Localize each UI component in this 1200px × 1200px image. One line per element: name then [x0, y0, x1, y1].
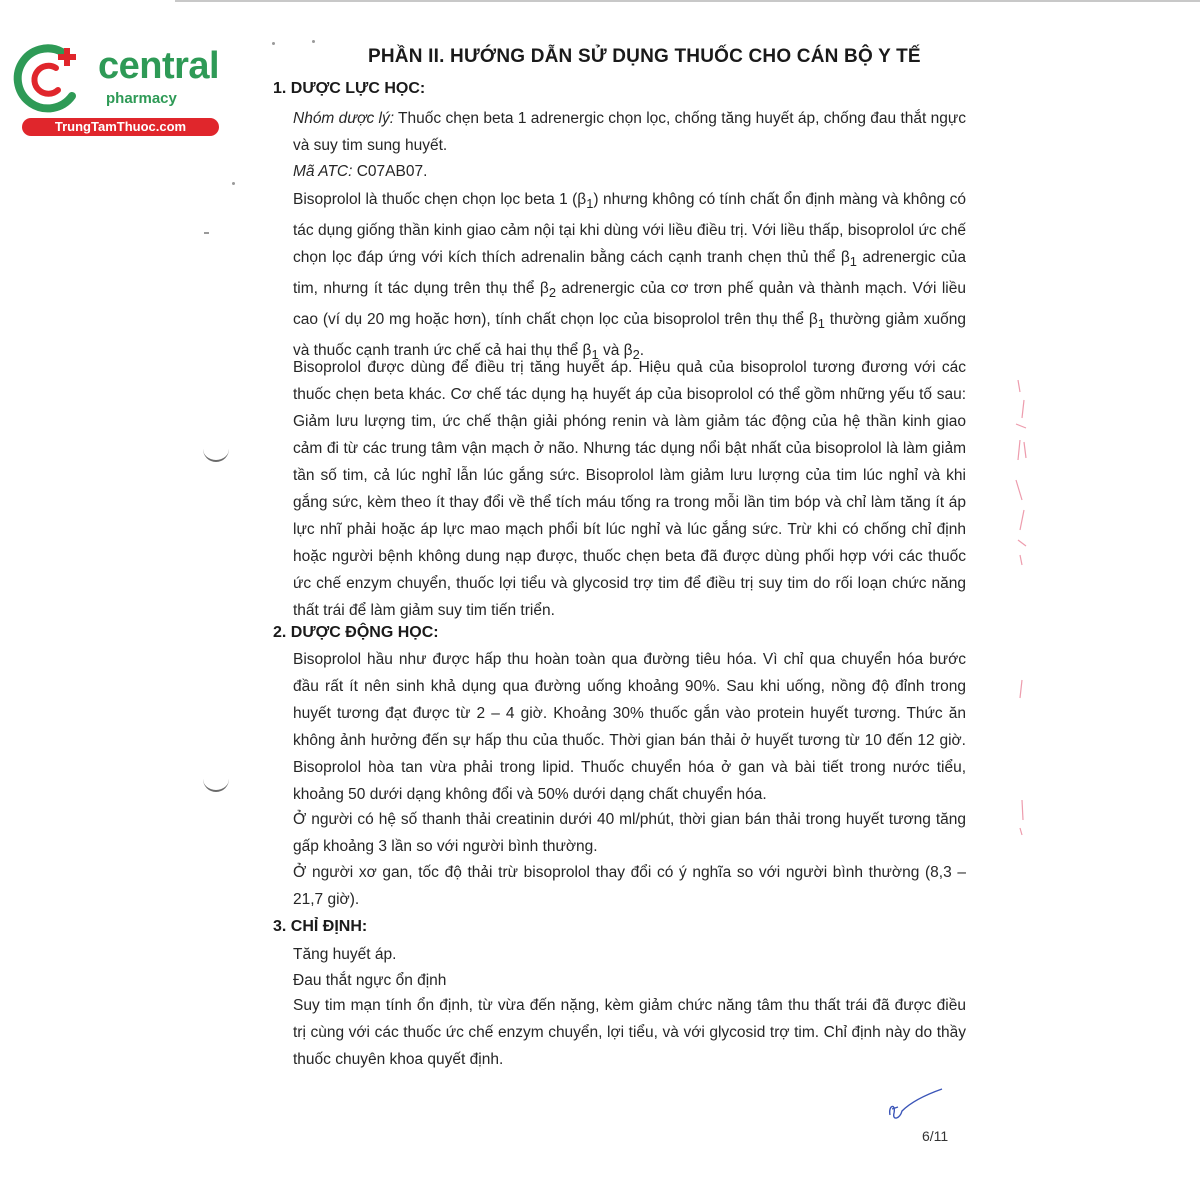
pharmacologic-group-paragraph — [293, 105, 966, 159]
scan-speck — [232, 182, 235, 185]
section-heading-chi-dinh: 3. CHỈ ĐỊNH: — [273, 918, 368, 935]
stamp-bleed-marks — [1010, 380, 1034, 840]
text-run: adrenergic của tim, nhưng ít tác dụng trên thụ thể β — [293, 249, 966, 298]
atc-value: C07AB07. — [352, 163, 428, 180]
signature-mark — [880, 1085, 950, 1130]
indication-hypertension: Tăng huyết áp. — [293, 946, 397, 963]
indication-heart-failure: Suy tim mạn tính ổn định, từ vừa đến nặng, kèm giảm chức năng tâm thu thất trái đã được điều trị cùng với các thuốc ức chế enzym chuyển, lợi tiểu, và với glycosid trợ tim. Chỉ định này do thầy thuốc chuyên khoa quyết định. — [293, 997, 966, 1068]
cirrhosis-paragraph: Ở người xơ gan, tốc độ thải trừ bisoprolol thay đổi có ý nghĩa so với người bình thường (8,3 – 21,7 giờ). — [293, 864, 966, 908]
text-run: ) nhưng không có tính chất ổn định màng và không có tác dụng giống thần kinh giao cảm nội tại khi dùng với liều điều trị. Với liều thấp, bisoprolol ức chế chọn lọc đáp ứng với kích thích adrenalin bằng cách cạnh tranh chẹn thủ thể β — [293, 191, 966, 267]
hypertension-effect-paragraph: Bisoprolol được dùng để điều trị tăng huyết áp. Hiệu quả của bisoprolol tương đương với các thuốc chẹn beta khác. Cơ chế tác dụng hạ huyết áp của bisoprolol có thể gồm những yếu tố sau: Giảm lưu lượng tim, ức chế thận giải phóng renin và làm giảm tác động của hệ thần kinh giao cảm đi từ các trung tâm vận mạch ở não. Nhưng tác dụng nổi bật nhất của bisoprolol là làm giảm tần số tim, cả lúc nghỉ lẫn lúc gắng sức. Bisoprolol làm giảm lưu lượng của tim lúc nghỉ và khi gắng sức, kèm theo ít thay đổi về thể tích máu tống ra trong mỗi lần tim bóp và chỉ làm tăng ít áp lực nhĩ phải hoặc áp lực mao mạch phổi bít lúc nghỉ và lúc gắng sức. Trừ khi có chống chỉ định hoặc người bệnh không dung nạp được, thuốc chẹn beta đã được dùng phối hợp với các thuốc ức chế enzym chuyển, thuốc lợi tiểu và glycosid trợ tim để điều trị suy tim do rối loạn chức năng thất trái để làm giảm suy tim tiến triển. — [293, 359, 966, 619]
renal-impairment-paragraph: Ở người có hệ số thanh thải creatinin dưới 40 ml/phút, thời gian bán thải trong huyết tương tăng gấp khoảng 3 lần so với người bình thường. — [293, 811, 966, 855]
pharmacokinetics-paragraph: Bisoprolol hầu như được hấp thu hoàn toàn qua đường tiêu hóa. Vì chỉ qua chuyển hóa bước đầu rất ít nên sinh khả dụng qua đường uống khoảng 90%. Sau khi uống, nồng độ đỉnh trong huyết tương đạt được từ 2 – 4 giờ. Khoảng 30% thuốc gắn vào protein huyết tương. Thức ăn không ảnh hưởng đến sự hấp thu của thuốc. Thời gian bán thải ở huyết tương từ 10 đến 12 giờ. Bisoprolol hòa tan vừa phải trong lipid. Thuốc chuyển hóa ở gan và bài tiết trong nước tiểu, khoảng 50 dưới dạng không đổi và 50% dưới dạng chất chuyển hóa. — [293, 651, 966, 803]
top-rule — [175, 0, 1200, 2]
subscript: 1 — [586, 196, 594, 212]
subscript: 1 — [817, 316, 825, 332]
pharmacologic-group-label: Nhóm dược lý: — [293, 110, 395, 127]
page-number: 6/11 — [922, 1128, 949, 1144]
binder-hole — [203, 776, 229, 792]
pharmacologic-group-text: Thuốc chẹn beta 1 adrenergic chọn lọc, chống tăng huyết áp, chống đau thắt ngực và suy tim sung huyết. — [293, 110, 966, 154]
binder-hole — [203, 446, 229, 462]
text-run: và β — [598, 342, 633, 360]
central-pharmacy-logo[interactable] — [10, 38, 220, 138]
atc-code-line — [293, 158, 427, 185]
brand-sub: pharmacy — [106, 90, 177, 107]
subscript: 1 — [849, 254, 857, 270]
brand-name: central — [98, 45, 220, 87]
page-title: PHẦN II. HƯỚNG DẪN SỬ DỤNG THUỐC CHO CÁN BỘ Y TẾ — [368, 46, 921, 67]
indication-angina: Đau thắt ngực ổn định — [293, 972, 447, 989]
mechanism-paragraph — [293, 186, 966, 368]
text-run: adrenergic của cơ trơn phế quản và thành mạch. Với liều cao (ví dụ 20 mg hoặc hơn), tính chất chọn lọc của bisoprolol trên thụ thể β — [293, 280, 966, 329]
text-run: Bisoprolol là thuốc chẹn chọn lọc beta 1 (β — [293, 191, 587, 208]
subscript: 1 — [591, 347, 599, 363]
section-heading-duoc-dong-hoc: 2. DƯỢC ĐỘNG HỌC: — [273, 624, 439, 641]
atc-label: Mã ATC: — [293, 163, 353, 180]
scan-speck — [312, 40, 315, 43]
subscript: 2 — [548, 285, 556, 301]
subscript: 2 — [632, 347, 640, 363]
scan-speck — [204, 232, 209, 234]
text-run: . — [639, 342, 645, 360]
brand-url-link[interactable]: TrungTamThuoc.com — [22, 118, 219, 136]
scan-speck — [272, 42, 275, 45]
text-run: thường giảm xuống và thuốc cạnh tranh ức chế cả hai thụ thể β — [293, 311, 966, 360]
pharmacy-logo-icon — [10, 38, 90, 118]
section-heading-duoc-luc-hoc: 1. DƯỢC LỰC HỌC: — [273, 80, 426, 97]
